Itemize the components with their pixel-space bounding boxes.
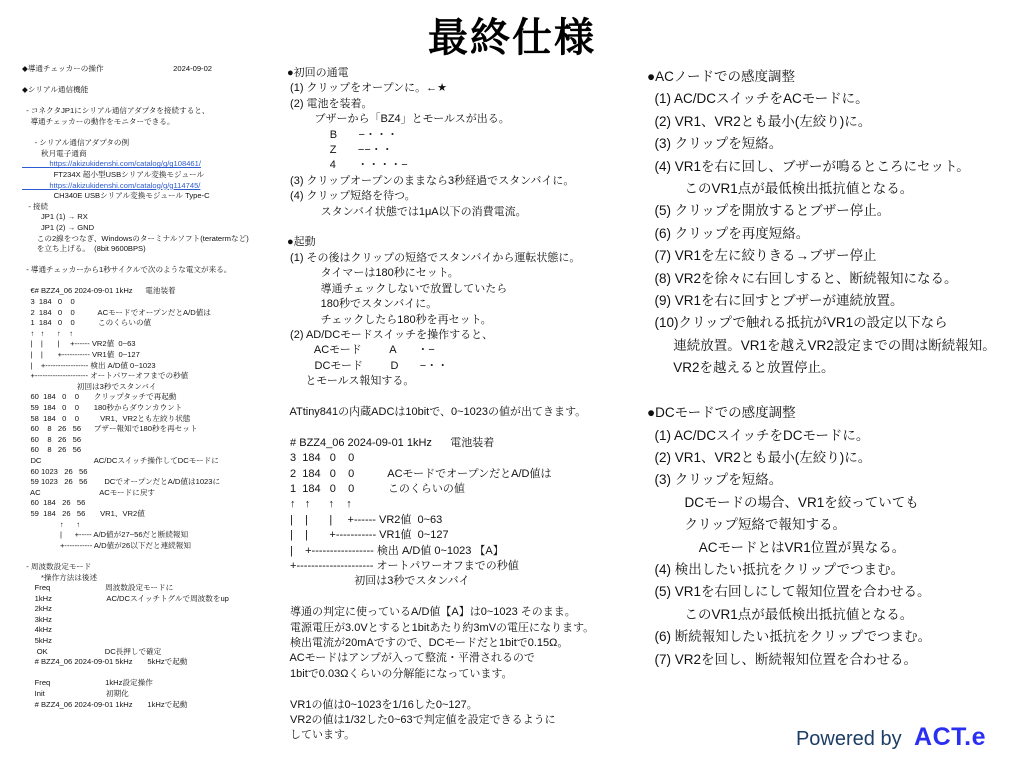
text-line: 2 184 0 0 ACモードでオープンだとA/D値は [287,467,552,480]
footer [796,723,986,752]
text-line: - 接続 [22,201,49,211]
text-line: (1) AC/DCスイッチをACモードに。 [647,91,869,107]
text-line: ●初回の通電 [287,67,349,79]
text-line: タイマーは180秒にセット。 [287,267,459,280]
hyperlink[interactable]: https://akizukidenshi.com/catalog/g/g114745/ [22,180,201,190]
text-line: (6) 断続報知したい抵抗をクリップでつまむ。 [647,629,932,645]
text-line: (5) クリップを開放するとブザー停止。 [647,203,891,219]
text-line [22,668,284,679]
text-line: (3) クリップを短絡。 [647,472,783,488]
text-line: 初回は3秒でスタンバイ [22,381,157,391]
text-line: - 周波数設定モード [22,561,92,571]
text-line: (7) VR1を左に絞りきる→ブザー停止 [647,248,877,264]
text-line [287,390,632,405]
text-line: VR2を越えると放置停止。 [647,360,835,376]
middle-column [287,66,632,744]
text-line: DC AC/DCスイッチ操作してDCモードに [22,455,219,465]
text-line [22,128,284,139]
text-line: (5) VR1を右回しにして報知位置を合わせる。 [647,584,931,600]
text-line: VR1の値は0~1023を1/16した0~127。 [287,698,478,711]
left-column [22,64,284,710]
text-line: を立ち上げる。 (8bit 9600BPS) [22,244,146,254]
text-line: ACモード A ・− [287,344,435,357]
text-line: (2) AD/DCモードスイッチを操作すると、 [287,328,494,341]
text-line: OK DC長押しで確定 [22,646,162,656]
text-line: (3) クリップオープンのままなら3秒経過でスタンバイに。 [287,174,575,187]
text-line: (4) クリップ短絡を待つ。 [287,190,416,203]
text-line: ATtiny841の内蔵ADCは10bitで、0~1023の値が出てきます。 [287,405,587,418]
text-line: ●DCモードでの感度調整 [647,405,796,421]
text-line: DCモードの場合、VR1を絞っていても [647,494,919,510]
text-line: 60 184 26 56 [22,498,86,508]
text-line [22,255,284,266]
text-line: 3 184 0 0 [287,452,355,465]
text-line: (6) クリップを再度短絡。 [647,225,810,241]
text-line: JP1 (1) → RX [22,212,88,222]
text-line: 3 184 0 0 [22,297,75,307]
page-title: 最終仕様 [428,16,596,60]
text-line: DCモード D −・・ [287,359,449,372]
text-line: ACモードとはVR1位置が異なる。 [647,539,906,555]
powered-by-label: Powered by [795,728,902,750]
text-line: ↑ ↑ ↑ ↑ [287,498,352,511]
text-line: 59 1023 26 56 DCでオープンだとA/D値は1023に [22,477,221,487]
text-line: 60 1023 26 56 [22,466,88,476]
text-line: このVR1点が最低検出抵抗値となる。 [647,181,914,197]
text-line: チェックしたら180秒を再セット。 [287,313,492,326]
text-line: VR2の値は1/32した0~63で判定値を設定できるように [287,714,556,727]
text-line: # BZZ4_06 2024-09-01 1kHz 電池装着 [287,436,495,449]
text-line: # BZZ4_06 2024-09-01 5kHz 5kHzで起動 [22,657,188,667]
text-line: 5kHz [22,636,52,646]
text-line: +--------------------- オートパワーオフまでの秒値 [287,560,519,572]
text-line: | +----------------- 検出 A/D値 0~1023 [22,360,156,370]
text-line: (2) VR1、VR2とも最小(左絞り)に。 [647,113,872,129]
text-line: | +----------------- 検出 A/D値 0~1023 【A】 [287,544,504,557]
text-line: Init 初期化 [22,689,129,699]
text-line: - コネクタJP1にシリアル通信アダプタを接続すると、 [22,106,210,116]
text-line: ACモードはアンプが入って整流・平滑されるので [287,652,535,665]
text-line: 電源電圧が3.0Vとすると1bitあたり約3mVの電圧になります。 [287,621,595,634]
text-line: 59 184 26 56 VR1、VR2値 [22,508,145,518]
text-line: 60 8 26 56 ブザー報知で180秒を再セット [22,424,198,434]
text-line: +--------------------- オートパワーオフまでの秒値 [22,371,189,381]
text-line: 3kHz [22,614,52,624]
text-line: Z −−・・ [287,144,393,157]
text-line [22,96,284,107]
text-line: JP1 (2) → GND [22,222,95,232]
text-line: この2線をつなぎ、Windowsのターミナルソフト(teratermなど) [22,233,249,243]
hyperlink[interactable]: https://akizukidenshi.com/catalog/g/g108461/ [22,159,201,169]
text-line: AC ACモードに戻す [22,487,156,497]
text-line: ◆シリアル通信機能 [22,85,89,95]
text-line: (3) クリップを短絡。 [647,136,783,152]
text-line [22,276,284,287]
text-line: 1 184 0 0 このくらいの値 [22,318,152,328]
text-line: FT234X 超小型USBシリアル変換モジュール [22,169,205,179]
text-line: (1) クリップをオープンに。←★ [287,82,447,95]
text-line: €# BZZ4_06 2024-09-01 1kHz 電池装着 [22,286,176,296]
text-line: 60 8 26 56 [22,434,82,444]
text-line: (4) 検出したい抵抗をクリップでつまむ。 [647,561,905,577]
text-line [287,220,632,235]
text-line: 58 184 0 0 VR1、VR2とも左絞り状態 [22,413,191,423]
text-line: (2) 電池を装着。 [287,97,373,110]
text-line [287,590,632,605]
text-line: (10)クリップで触れる抵抗がVR1の設定以下なら [647,315,948,331]
text-line: ◆導通チェッカーの操作 2024-09-02 [22,64,213,73]
text-line: - シリアル通信アダプタの例 [22,138,130,148]
text-line: (1) AC/DCスイッチをDCモードに。 [647,427,870,443]
text-line: ●ACノードでの感度調整 [647,69,796,84]
text-line: (2) VR1、VR2とも最小(左絞り)に。 [647,449,872,465]
text-line: (4) VR1を右に回し、ブザーが鳴るところにセット。 [647,158,970,174]
right-column [647,66,1021,671]
text-line: (8) VR2を徐々に右回しすると、断続報知になる。 [647,270,958,286]
text-line: | | +----------- VR1値 0~127 [287,529,449,542]
text-line: ↑ ↑ ↑ ↑ [22,328,74,338]
text-line: 60 8 26 56 [22,445,82,455]
text-line [647,380,1021,402]
text-line: しています。 [287,729,356,742]
text-line: 連続放置。VR1を越えVR2設定までの間は断続報知。 [647,337,996,353]
text-line: B −・・・ [287,128,398,141]
text-line: 導通チェッカーの動作をモニターできる。 [22,116,175,126]
text-line: (1) その後はクリップの短絡でスタンバイから運転状態に。 [287,251,581,264]
text-line: このVR1点が最低検出抵抗値となる。 [647,606,914,622]
text-line: 1kHz AC/DCスイッチトグルで周波数をup [22,593,229,603]
text-line: | +----- A/D値が27~56だと断続報知 [22,530,189,540]
text-line: 2kHz [22,604,52,614]
text-line: 60 184 0 0 クリップタッチで再起動 [22,392,177,402]
text-line: 4kHz [22,625,52,635]
text-line: 導通の判定に使っているA/D値【A】は0~1023 そのまま。 [287,606,576,619]
text-line: Freq 1kHz設定操作 [22,678,153,688]
text-line: 2 184 0 0 ACモードでオープンだとA/D値は [22,307,211,317]
text-line: 1bitで0.03Ωくらいの分解能になっています。 [287,667,513,680]
text-line: | | +----------- VR1値 0~127 [22,350,140,360]
text-line: - 導通チェッカーから1秒サイクルで次のような電文が来る。 [22,265,232,275]
text-line: 180秒でスタンバイに。 [287,298,438,311]
text-line: 導通チェックしないで放置していたら [287,282,508,295]
text-line [22,551,284,562]
text-line: ブザーから「BZ4」とモールスが出る。 [287,113,510,126]
text-line: 4 ・・・・− [287,159,408,172]
text-line [287,420,632,435]
brand-logo: ACT.e [914,723,986,751]
text-line: Freq 周波数設定モードに [22,583,174,593]
text-line [22,75,284,86]
text-line: | | | +------ VR2値 0~63 [287,513,443,526]
text-line: | | | +------ VR2値 0~63 [22,339,136,349]
text-line: +----------- A/D値が26以下だと連続報知 [22,540,191,550]
text-line: クリップ短絡で報知する。 [647,517,846,533]
text-line: 初回は3秒でスタンバイ [287,575,470,588]
text-line: CH340E USBシリアル変換モジュール Type-C [22,191,210,201]
text-line: 1 184 0 0 このくらいの値 [287,482,465,495]
text-line: スタンバイ状態では1μA以下の消費電流。 [287,205,527,218]
text-line [287,682,632,697]
text-line: 59 184 0 0 180秒からダウンカウント [22,403,183,412]
text-line: *操作方法は後述 [22,572,98,582]
text-line: 秋月電子通商 [22,148,87,158]
text-line: 検出電流が20mAですので、DCモードだと1bitで0.15Ω。 [287,637,569,650]
text-line: # BZZ4_06 2024-09-01 1kHz 1kHzで起動 [22,699,188,709]
text-line: とモールス報知する。 [287,375,415,388]
text-line: ↑ ↑ [22,519,81,529]
text-line: ●起動 [287,236,316,249]
text-line: (9) VR1を右に回すとブザーが連続放置。 [647,293,904,309]
text-line: (7) VR2を回し、断続報知位置を合わせる。 [647,651,918,667]
